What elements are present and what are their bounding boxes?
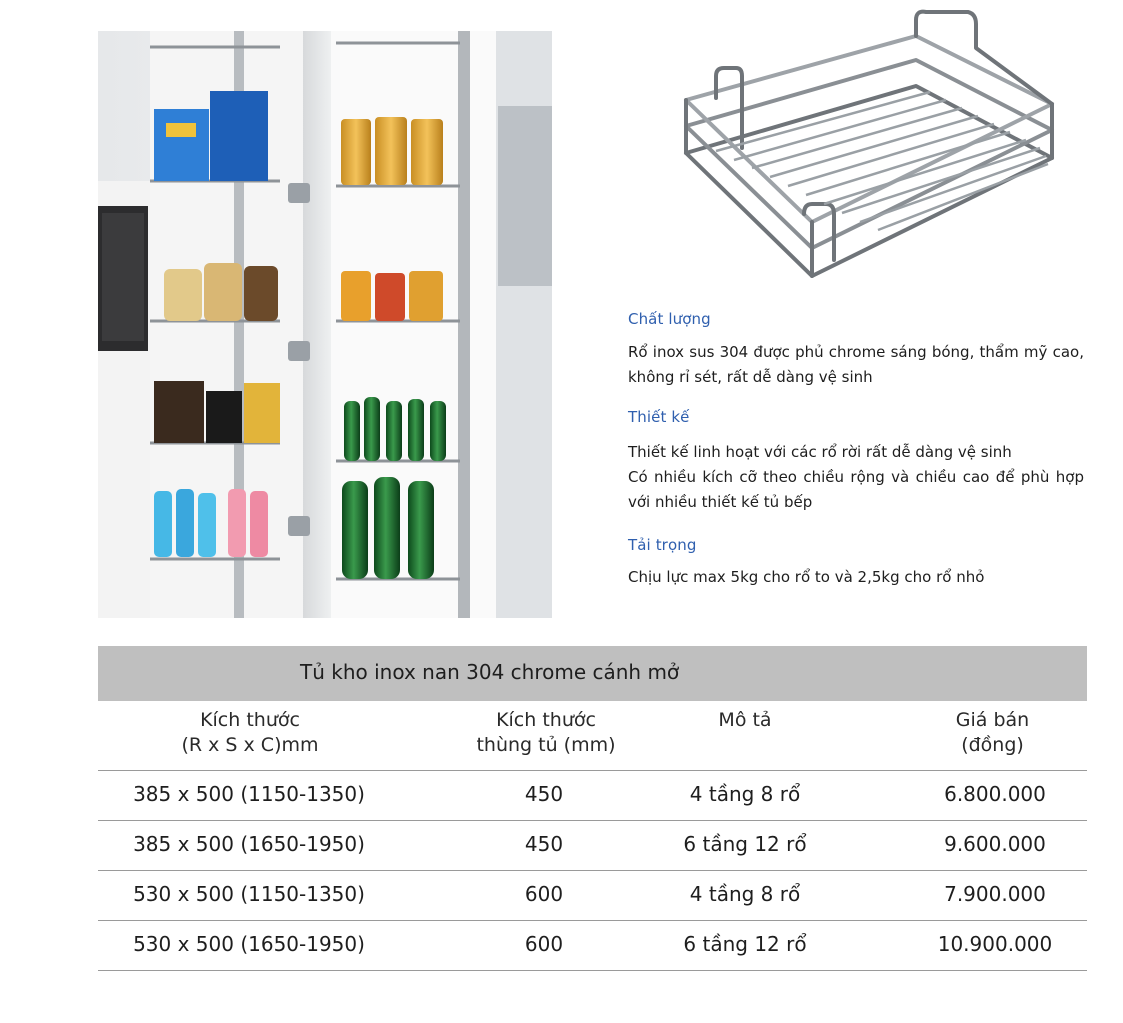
load-body xyxy=(628,565,1084,590)
cell-cabinet: 450 xyxy=(524,832,564,856)
cell-cabinet: 600 xyxy=(524,932,564,956)
design-text-line1: Thiết kế linh hoạt với các rổ rời rất dễ dàng vệ sinh xyxy=(628,443,1012,461)
table-row xyxy=(98,820,1087,870)
design-body xyxy=(628,440,1084,515)
load-section xyxy=(628,536,1088,554)
load-heading: Tải trọng xyxy=(628,536,697,554)
header-size xyxy=(150,708,350,758)
header-desc-line1: Mô tả xyxy=(718,709,772,731)
pantry-cabinet-illustration xyxy=(98,31,552,618)
cell-size: 530 x 500 (1150-1350) xyxy=(133,882,365,906)
design-heading: Thiết kế xyxy=(628,408,690,426)
cell-price: 9.600.000 xyxy=(944,832,1046,856)
header-price-line1: Giá bán xyxy=(955,709,1030,731)
cell-cabinet: 450 xyxy=(524,782,564,806)
header-size-line1: Kích thước xyxy=(200,709,300,731)
load-text: Chịu lực max 5kg cho rổ to và 2,5kg cho rổ nhỏ xyxy=(628,568,985,586)
cell-price: 7.900.000 xyxy=(944,882,1046,906)
header-cabinet-line1: Kích thước xyxy=(496,709,596,731)
quality-text: Rổ inox sus 304 được phủ chrome sáng bóng, thẩm mỹ cao, không rỉ sét, rất dễ dàng vệ sinh xyxy=(628,343,1084,386)
table-row xyxy=(98,770,1087,820)
header-cabinet-line2: thùng tủ (mm) xyxy=(476,734,616,756)
cell-desc: 4 tầng 8 rổ xyxy=(689,882,801,906)
header-price-line2: (đồng) xyxy=(961,734,1024,756)
cell-size: 530 x 500 (1650-1950) xyxy=(133,932,365,956)
cell-desc: 6 tầng 12 rổ xyxy=(683,832,807,856)
pantry-cabinet-photo xyxy=(98,31,552,618)
header-desc xyxy=(680,708,810,733)
wire-basket-photo xyxy=(676,8,1064,298)
header-price xyxy=(930,708,1055,758)
table-row xyxy=(98,920,1087,971)
header-cabinet xyxy=(456,708,636,758)
quality-body xyxy=(628,340,1084,390)
header-size-line2: (R x S x C)mm xyxy=(181,734,319,756)
cell-price: 6.800.000 xyxy=(944,782,1046,806)
cell-desc: 4 tầng 8 rổ xyxy=(689,782,801,806)
design-text-line2: Có nhiều kích cỡ theo chiều rộng và chiều cao để phù hợp với nhiều thiết kế tủ bếp xyxy=(628,468,1084,511)
quality-section xyxy=(628,310,1088,328)
cell-price: 10.900.000 xyxy=(937,932,1053,956)
quality-heading: Chất lượng xyxy=(628,310,711,328)
design-section xyxy=(628,408,1088,426)
table-row xyxy=(98,870,1087,920)
cell-desc: 6 tầng 12 rổ xyxy=(683,932,807,956)
cell-cabinet: 600 xyxy=(524,882,564,906)
cell-size: 385 x 500 (1150-1350) xyxy=(133,782,365,806)
cell-size: 385 x 500 (1650-1950) xyxy=(133,832,365,856)
table-title: Tủ kho inox nan 304 chrome cánh mở xyxy=(300,660,680,684)
table-title-bar xyxy=(98,646,1087,701)
wire-basket-illustration xyxy=(676,8,1064,298)
